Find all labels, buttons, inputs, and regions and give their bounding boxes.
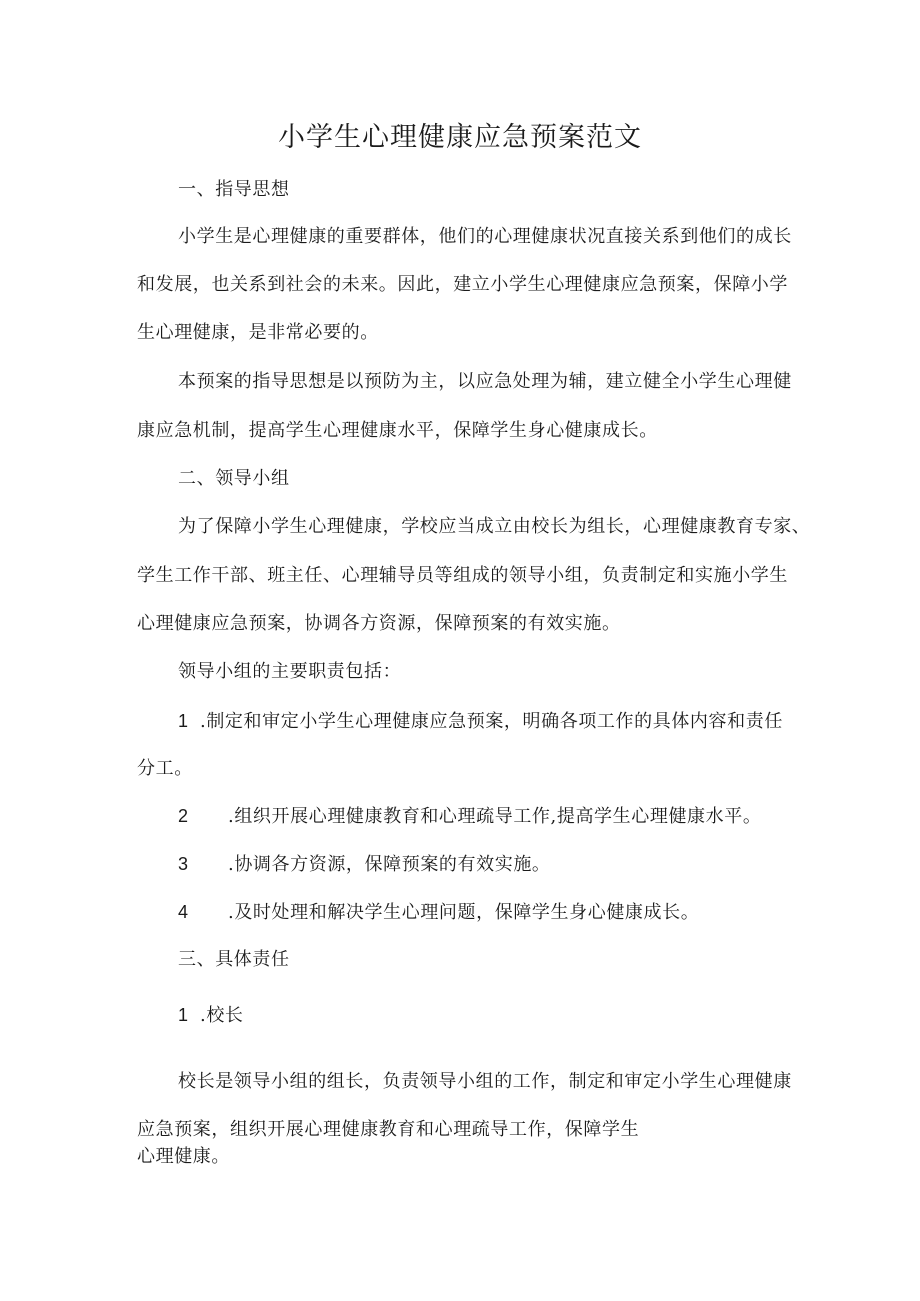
section-heading-specific-responsibilities: 三、具体责任 (178, 949, 290, 970)
paragraph-line: 校长是领导小组的组长，负责领导小组的工作，制定和审定小学生心理健康 (178, 1071, 792, 1092)
paragraph-line: 康应急机制，提高学生心理健康水平，保障学生身心健康成长。 (137, 420, 658, 441)
paragraph-line: 学生工作干部、班主任、心理辅导员等组成的领导小组，负责制定和实施小学生 (137, 565, 788, 586)
list-number: 3 (178, 854, 189, 874)
list-number: 4 (178, 902, 189, 922)
list-number: 2 (178, 806, 189, 826)
list-item-text: .协调各方资源，保障预案的有效实施。 (228, 854, 551, 875)
paragraph-line: 心理健康。 (137, 1146, 230, 1167)
section-heading-guiding-ideology: 一、指导思想 (178, 179, 290, 200)
paragraph-line: 小学生是心理健康的重要群体，他们的心理健康状况直接关系到他们的成长 (178, 226, 792, 247)
list-number: 1 (178, 711, 189, 731)
list-item (178, 708, 783, 735)
paragraph-line: 分工。 (137, 758, 193, 779)
document-title: 小学生心理健康应急预案范文 (278, 122, 642, 153)
subsection-heading-principal (178, 1002, 244, 1029)
list-number: 1 (178, 1005, 189, 1025)
list-item-text: .组织开展心理健康教育和心理疏导工作,提高学生心理健康水平。 (228, 806, 762, 827)
subsection-heading-text: .校长 (200, 1005, 244, 1026)
paragraph-line: 心理健康应急预案，协调各方资源，保障预案的有效实施。 (137, 613, 621, 634)
list-item-text: .及时处理和解决学生心理问题，保障学生身心健康成长。 (228, 902, 700, 923)
paragraph-line: 领导小组的主要职责包括： (178, 661, 402, 682)
list-item-text: .制定和审定小学生心理健康应急预案，明确各项工作的具体内容和责任 (200, 711, 783, 732)
list-item (178, 803, 761, 830)
list-item (178, 899, 699, 926)
paragraph-line: 应急预案，组织开展心理健康教育和心理疏导工作，保障学生 (137, 1119, 640, 1140)
paragraph-line: 和发展，也关系到社会的未来。因此，建立小学生心理健康应急预案，保障小学 (137, 274, 788, 295)
paragraph-line: 本预案的指导思想是以预防为主，以应急处理为辅，建立健全小学生心理健 (178, 371, 792, 392)
paragraph-line: 为了保障小学生心理健康，学校应当成立由校长为组长，心理健康教育专家、 (178, 516, 811, 537)
section-heading-leadership-group: 二、领导小组 (178, 468, 290, 489)
list-item (178, 851, 551, 878)
paragraph-line: 生心理健康，是非常必要的。 (137, 322, 379, 343)
